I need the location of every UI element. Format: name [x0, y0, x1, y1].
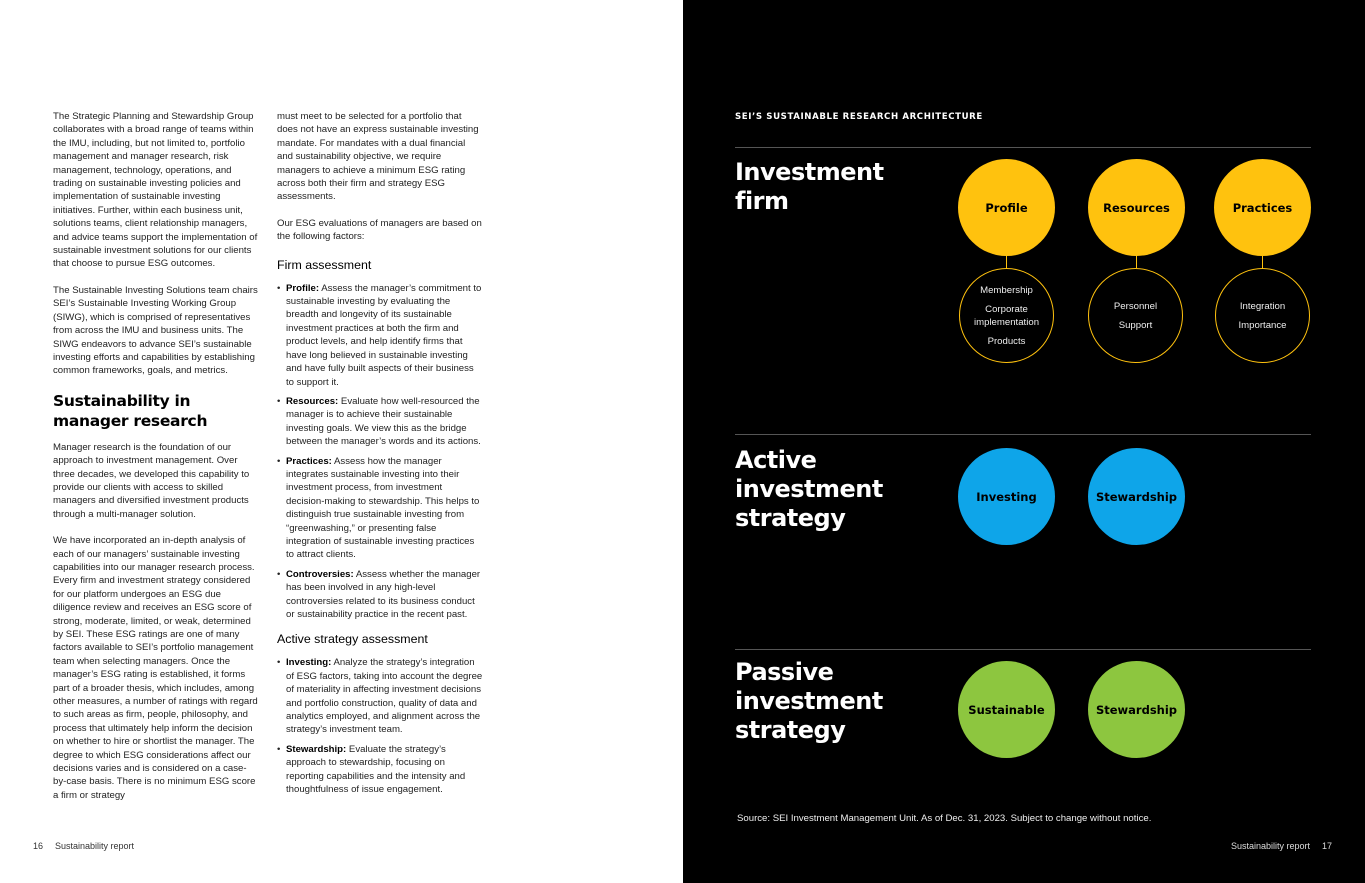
- section-heading-manager-research: Sustainability in manager research: [53, 391, 208, 430]
- section-label-passive-strategy: [735, 658, 935, 745]
- circle-stewardship-passive: Stewardship: [1088, 661, 1185, 758]
- firm-assessment-list: [277, 282, 483, 622]
- detail-item: Importance: [1238, 319, 1287, 331]
- source-note: Source: SEI Investment Management Unit. As of Dec. 31, 2023. Subject to change without notice.: [737, 813, 1152, 824]
- circle-practices: Practices: [1214, 159, 1311, 256]
- list-item: [277, 743, 483, 797]
- list-item-term: Resources:: [286, 395, 339, 407]
- section-label-active-strategy: [735, 446, 935, 533]
- paragraph-siwg: The Sustainable Investing Solutions team chairs SEI’s Sustainable Investing Working Group (SIWG), which is comprised of representatives from across the IMU and business units. The SIWG endeavors to advance SEI’s sustainable investing efforts and capabilities by establishing common frameworks, goals, and metrics.: [53, 284, 258, 377]
- list-item-term: Practices:: [286, 455, 332, 467]
- connector-line: [1262, 256, 1263, 268]
- text-column-2: [277, 110, 483, 806]
- list-item-text: Evaluate how well-resourced the manager is to achieve their sustainable investing goals. We view this as the bridge between the manager’s words and its actions.: [286, 395, 481, 448]
- list-item: [277, 455, 483, 562]
- page-number: 17: [1321, 841, 1332, 851]
- connector-line: [1136, 256, 1137, 268]
- ring-resources-details: [1088, 268, 1183, 363]
- paragraph-esg-factors: Our ESG evaluations of managers are based on the following factors:: [277, 217, 482, 243]
- detail-item: Personnel: [1113, 300, 1158, 312]
- divider: [735, 434, 1311, 435]
- detail-item: Support: [1118, 319, 1153, 331]
- circle-profile: Profile: [958, 159, 1055, 256]
- right-page: [683, 0, 1365, 883]
- page-number: 16: [33, 841, 44, 851]
- circle-sustainable: Sustainable: [958, 661, 1055, 758]
- divider: [735, 147, 1311, 148]
- subheading-active-strategy: Active strategy assessment: [277, 632, 428, 647]
- paragraph-esg-analysis: We have incorporated an in-depth analysis of each of our managers’ sustainable investing capabilities into our manager research process. Every firm and investment strategy considered for our platform undergoes an ESG due diligence review and receives an ESG score of strong, moderate, limited, or weak, determined by SEI. These ESG ratings are one of many factors available to SEI’s portfolio management team when selecting managers. Once the manager’s ESG rating is established, it forms part of a broader thesis, which includes, among other measures, a number of ratings with regard to such areas as firm, people, philosophy, and process that ultimately help inform the decision on whether to hire or shortlist the manager. The degree to which ESG considerations affect our decisions varies and is considered on a case-by-case basis. There is no minimum ESG score a firm or strategy: [53, 535, 258, 801]
- paragraph-minimum-esg: must meet to be selected for a portfolio that does not have an express sustainable investing mandate. For mandates with a dual financial and sustainability objective, we require managers to achieve a minimum ESG rating across both their firm and strategy ESG assessments.: [277, 111, 479, 203]
- list-item-text: Assess how the manager integrates sustainable investing into their investment process, from investment decision-making to stewardship. This helps to distinguish true sustainable investing from “greenwashing,” or presenting false integration of sustainable investing practices to attract clients.: [286, 455, 480, 561]
- section-label-investment-firm: [735, 158, 935, 216]
- list-item: [277, 395, 483, 449]
- list-item-text: Analyze the strategy’s integration of ESG factors, taking into account the degree of materiality in affecting investment decisions and portfolio construction, quality of data and analytics employed, and alignment across the strategy’s investment team.: [286, 657, 483, 736]
- label-line: strategy: [735, 504, 846, 532]
- label-line: strategy: [735, 716, 846, 744]
- detail-item: Membership: [980, 284, 1033, 296]
- circle-stewardship-active: Stewardship: [1088, 448, 1185, 545]
- paragraph-manager-research: Manager research is the foundation of our approach to investment management. Over three decades, we developed this capability to provide our clients with access to skilled managers and diversified investment products through a multi-manager solution.: [53, 441, 250, 520]
- circle-resources: Resources: [1088, 159, 1185, 256]
- footer-left: [33, 841, 146, 851]
- list-item-term: Stewardship:: [286, 743, 347, 755]
- label-line: firm: [735, 187, 789, 215]
- list-item-term: Investing:: [286, 657, 332, 669]
- active-strategy-list: [277, 656, 483, 796]
- list-item: [277, 282, 483, 389]
- list-item-text: Assess whether the manager has been involved in any high-level controversies related to its business conduct or sustainability practice in the recent past.: [286, 568, 481, 620]
- label-line: Active: [735, 446, 817, 474]
- ring-profile-details: [959, 268, 1054, 363]
- footer-title: Sustainability report: [55, 841, 135, 851]
- connector-line: [1006, 256, 1007, 268]
- label-line: Investment: [735, 158, 884, 186]
- list-item-term: Controversies:: [286, 568, 354, 580]
- list-item-text: Assess the manager’s commitment to sustainable investing by evaluating the breadth and longevity of its sustainable investment practices at both the firm and product levels, and help identify firms that have long believed in sustainable investing and have fully built aspects of their business to support it.: [286, 282, 482, 388]
- label-line: investment: [735, 687, 883, 715]
- paragraph-strategic-planning: The Strategic Planning and Stewardship Group collaborates with a broad range of teams within the IMU, including, but not limited to, portfolio management and manager research, risk management, technology, operations, and trading on sustainable investing policies and implementation of sustainable investing initiatives. Further, within each business unit, solutions teams, client relationship managers, and advice teams support the implementation of sustainable investment solutions for our clients that choose to pursue ESG outcomes.: [53, 111, 258, 270]
- detail-item: Products: [987, 335, 1026, 347]
- text-column-1: [53, 110, 259, 815]
- label-line: investment: [735, 475, 883, 503]
- list-item: [277, 568, 483, 622]
- ring-practices-details: [1215, 268, 1310, 363]
- detail-item: Corporate implementation: [973, 303, 1040, 328]
- list-item-text: Evaluate the strategy’s approach to stewardship, focusing on reporting capabilities and the intensity and thoughtfulness of issue engagement.: [286, 743, 466, 796]
- list-item-term: Profile:: [286, 282, 320, 294]
- list-item: [277, 656, 483, 736]
- divider: [735, 649, 1311, 650]
- subheading-firm-assessment: Firm assessment: [277, 257, 372, 272]
- diagram-title: SEI’S SUSTAINABLE RESEARCH ARCHITECTURE: [735, 112, 983, 122]
- circle-investing: Investing: [958, 448, 1055, 545]
- footer-title: Sustainability report: [1230, 841, 1310, 851]
- footer-right: [1219, 841, 1332, 851]
- detail-item: Integration: [1239, 300, 1286, 312]
- label-line: Passive: [735, 658, 834, 686]
